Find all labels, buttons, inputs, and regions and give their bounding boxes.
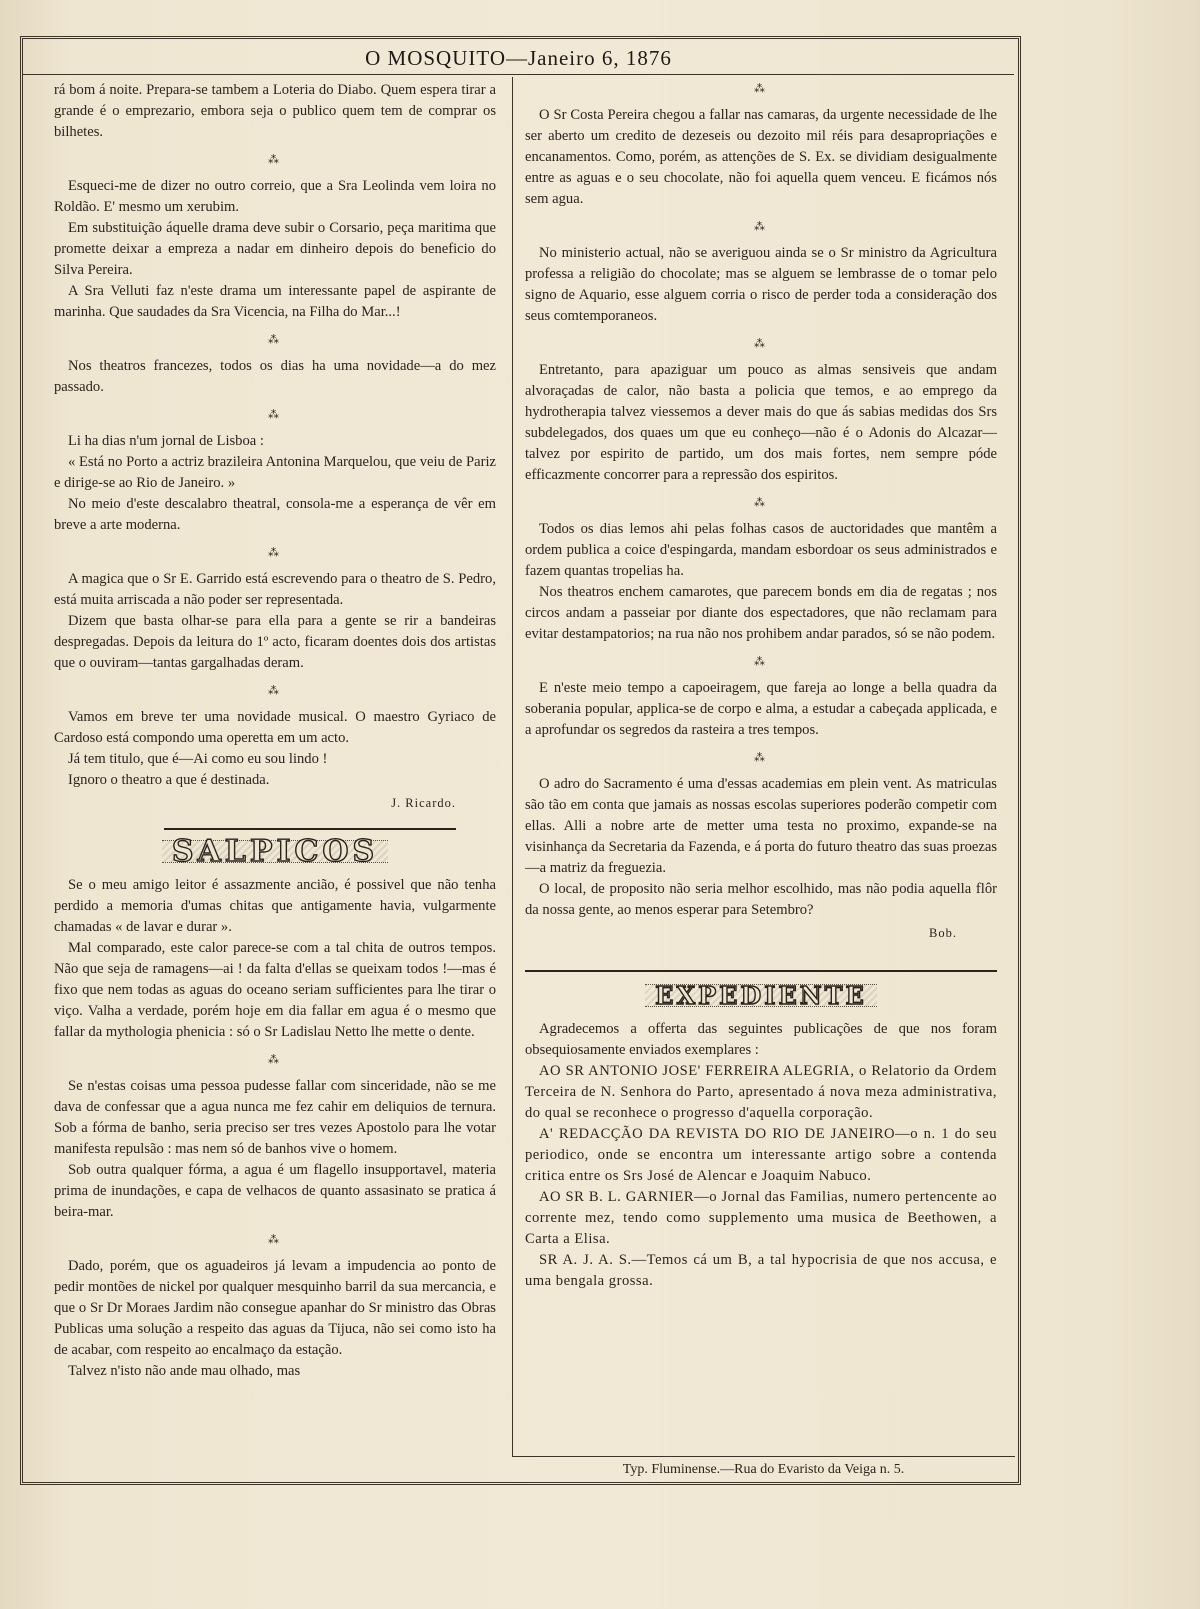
printer-imprint: Typ. Fluminense.—Rua do Evaristo da Veiga n. 5. (512, 1456, 1015, 1483)
paragraph: A Sra Velluti faz n'este drama um interessante papel de aspirante de marinha. Que saudades da Sra Vicencia, na Filha do Mar...! (54, 283, 496, 320)
paragraph: Esqueci-me de dizer no outro correio, que a Sra Leolinda vem loira no Roldão. E' mesmo um xerubim. (54, 178, 496, 215)
section-separator: ⁂ (754, 656, 768, 668)
paragraph: O local, de proposito não seria melhor escolhido, mas não podia aquella flôr da nossa gente, ao menos esperar para Setembro? (525, 881, 997, 918)
paragraph: Em substituição áquelle drama deve subir o Corsario, peça maritima que promette deixar a empreza a nadar em dinheiro depois do beneficio do Silva Pereira. (54, 220, 496, 278)
page-header: O MOSQUITO—Janeiro 6, 1876 (23, 42, 1014, 75)
paragraph: Vamos em breve ter uma novidade musical. O maestro Gyriaco de Cardoso está compondo uma operetta em um acto. (54, 709, 496, 746)
section-separator: ⁂ (754, 497, 768, 509)
paragraph: O Sr Costa Pereira chegou a fallar nas camaras, da urgente necessidade de lhe ser aberto um credito de dezeseis ou dezoito mil réis para desapropriações e encanamentos. Como, porém, as attenções de S. Ex. se dividiam desigualmente entre as aguas e o seu chocolate, não foi aquella quem venceu. E ficámos nós sem agua. (525, 107, 997, 207)
section-separator: ⁂ (268, 547, 282, 559)
section-separator: ⁂ (268, 154, 282, 166)
paragraph: Dado, porém, que os aguadeiros já levam a impudencia ao ponto de pedir montões de nickel por qualquer mesquinho barril da sua mercancia, e que o Sr Dr Moraes Jardim não consegue apanhar do Sr ministro das Obras Publicas uma solução a respeito das aguas da Tijuca, não sei como isto ha de acabar, com respeito ao encalmaço da estação. (54, 1258, 496, 1358)
paragraph: SR A. J. A. S.—Temos cá um B, a tal hypocrisia de que nos accusa, e uma bengala grossa. (525, 1252, 997, 1289)
banner-title: SALPICOS (162, 840, 388, 863)
paragraph: Li ha dias n'um jornal de Lisboa : (68, 433, 264, 449)
paragraph: Ignoro o theatro a que é destinada. (68, 772, 270, 788)
section-rule (525, 970, 997, 972)
paragraph: Entretanto, para apaziguar um pouco as almas sensiveis que andam alvoraçadas de calor, não basta a policia que temos, e ao emprego da hydrotherapia talvez viessemos a dever mais do que ás sabias medidas dos Srs subdelegados, dos quaes um que eu conheço—não é o Adonis do Alcazar—talvez por espirito de partido, um dos mais fortes, nem sempre póde efficazmente concorrer para a repressão dos espiritos. (525, 362, 997, 483)
paragraph: Dizem que basta olhar-se para ella para a gente se rir a bandeiras despregadas. Depois da leitura do 1º acto, ficaram doentes dois dos artistas que o ouviram—tantas gargalhadas deram. (54, 613, 496, 671)
paragraph: Nos theatros enchem camarotes, que parecem bonds em dia de regatas ; nos circos andam a passeiar por diante dos espectadores, que não reclamam para evitar destampatorios; na rua não nos prohibem andar parados, só se não podem. (525, 584, 997, 642)
paragraph: Todos os dias lemos ahi pelas folhas casos de auctoridades que mantêm a ordem publica a coice d'espingarda, mandam esbordoar os seus administrados e fazem quantas tropelias ha. (525, 521, 997, 579)
paragraph: A magica que o Sr E. Garrido está escrevendo para o theatro de S. Pedro, está muita arriscada a não poder ser representada. (54, 571, 496, 608)
paragraph: No meio d'este descalabro theatral, consola-me a esperança de vêr em breve a arte moderna. (54, 496, 496, 533)
paragraph: O adro do Sacramento é uma d'essas academias em plein vent. As matriculas são tão em conta que jamais as nossas escolas superiores poderão competir com ellas. Alli a nobre arte de metter uma testa no proximo, expande-se na visinhança da Secretaria da Fazenda, e á porta do futuro theatro das suas proezas—a matriz da freguezia. (525, 776, 997, 876)
author-signature: Bob. (929, 926, 957, 940)
section-separator: ⁂ (268, 1234, 282, 1246)
section-separator: ⁂ (754, 752, 768, 764)
paragraph: Nos theatros francezes, todos os dias ha uma novidade—a do mez passado. (54, 358, 496, 395)
paragraph: Mal comparado, este calor parece-se com a tal chita de outros tempos. Não que seja de ramagens—ai ! da falta d'ellas se queixam todos !—mas é fixo que nem todas as aguas do oceano seriam sufficientes para lhe tirar o viço. Valha a verdade, porém hoje em dia fallar em agua é o mesmo que fallar da mythologia phenicia : só o Sr Ladislau Netto lhe mette o dente. (54, 940, 496, 1040)
right-column (525, 80, 997, 1292)
paragraph: Sob outra qualquer fórma, a agua é um flagello insupportavel, materia prima de inundações, e capa de velhacos de quanto assasinato se pratica á beira-mar. (54, 1162, 496, 1220)
paragraph: Se o meu amigo leitor é assazmente ancião, é possivel que não tenha perdido a memoria d'umas chitas que antigamente havia, vulgarmente chamadas « de lavar e durar ». (54, 877, 496, 935)
quotation: « Está no Porto a actriz brazileira Antonina Marquelou, que veiu de Pariz e dirige-se ao Rio de Janeiro. » (54, 454, 496, 491)
section-banner-salpicos (54, 834, 496, 869)
paragraph: E n'este meio tempo a capoeiragem, que fareja ao longe a bella quadra da soberania popular, applica-se de corpo e alma, a estudar a cabeçada applicada, e a aprofundar os segredos da rasteira a tres tempos. (525, 680, 997, 738)
section-separator: ⁂ (268, 1054, 282, 1066)
paragraph: Já tem titulo, que é—Ai como eu sou lindo ! (68, 751, 328, 767)
paragraph: AO SR B. L. GARNIER—o Jornal das Familias, numero pertencente ao corrente mez, tendo como supplemento uma musica de Beethowen, a Carta a Elisa. (525, 1189, 997, 1247)
paragraph: AO SR ANTONIO JOSE' FERREIRA ALEGRIA, o Relatorio da Ordem Terceira de N. Senhora do Parto, apresentado á nova meza administrativa, do qual se reconhece o progresso d'aquella corporação. (525, 1063, 997, 1121)
banner-title: EXPEDIENTE (645, 984, 877, 1007)
section-separator: ⁂ (754, 83, 768, 95)
paragraph: Talvez n'isto não ande mau olhado, mas (68, 1363, 301, 1379)
section-separator: ⁂ (754, 221, 768, 233)
section-rule (164, 828, 456, 830)
paragraph: rá bom á noite. Prepara-se tambem a Loteria do Diabo. Quem espera tirar a grande é o emprezario, embora seja o publico quem tem de comprar os bilhetes. (54, 82, 496, 140)
section-separator: ⁂ (754, 338, 768, 350)
left-column (54, 80, 496, 1382)
author-signature: J. Ricardo. (391, 796, 456, 810)
paragraph: Agradecemos a offerta das seguintes publicações de que nos foram obsequiosamente enviados exemplares : (525, 1021, 997, 1058)
column-divider (512, 77, 513, 1457)
paragraph: No ministerio actual, não se averiguou ainda se o Sr ministro da Agricultura professa a religião do chocolate; mas se alguem se lembrasse de o tomar pelo signo de Aquario, esse alguem corria o risco de perder toda a consideração dos seus comtemporaneos. (525, 245, 997, 324)
paragraph: Se n'estas coisas uma pessoa pudesse fallar com sinceridade, não se me dava de confessar que a agua nunca me fez cahir em deliquios de ternura. Sob a fórma de banho, seria preciso ser tres vezes Apostolo para lhe votar manifesta repulsão : mas nem só de banhos vive o homem. (54, 1078, 496, 1157)
section-separator: ⁂ (268, 409, 282, 421)
section-banner-expediente (525, 981, 997, 1010)
section-separator: ⁂ (268, 685, 282, 697)
paragraph: A' REDACÇÃO DA REVISTA DO RIO DE JANEIRO—o n. 1 do seu periodico, onde se encontra um interessante artigo sobre a contenda critica entre os Srs José de Alencar e Joaquim Nabuco. (525, 1126, 997, 1184)
section-separator: ⁂ (268, 334, 282, 346)
